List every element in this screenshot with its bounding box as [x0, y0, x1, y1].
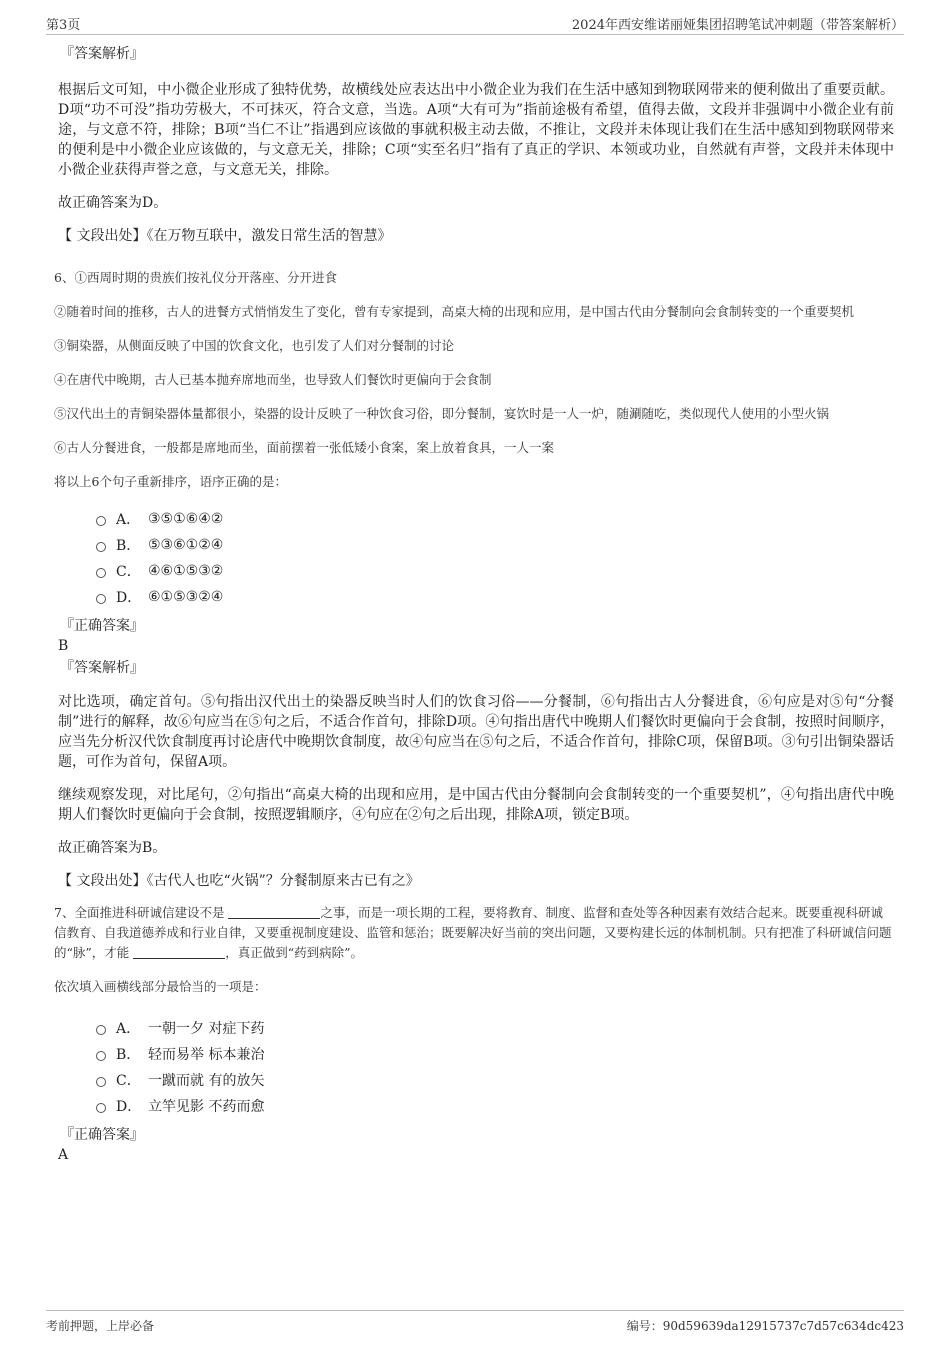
option-letter: B．: [116, 1047, 141, 1063]
option-a[interactable]: [96, 506, 894, 532]
source-line: 【 文段出处】《在万物互联中，激发日常生活的智慧》: [58, 228, 392, 244]
analysis-paragraph-1: 对比选项，确定首句。⑤句指出汉代出土的染器反映当时人们的饮食习俗——分餐制，⑥句指出古人分餐进食，⑥句应是对⑤句“分餐制”进行的解释，故⑥句应当在⑤句之后，不适合作首句，排除D项。④句指出唐代中晚期人们餐饮时更偏向于会食制，按照时间顺序，应当先分析汉代饮食制度再讨论唐代中晚期饮食制度，故④句应当在⑤句之后，不适合作首句，排除C项，保留B项。③句引出铜染器话题，可作为首句，保留A项。: [58, 694, 894, 770]
page-content: [54, 44, 894, 1167]
question-stem: [54, 903, 894, 963]
option-letter: D．: [116, 590, 142, 606]
question-7: [54, 903, 894, 1165]
page-number: 第3页: [46, 18, 81, 33]
sentence-6: ⑥古人分餐进食，一般都是席地而坐，面前摆着一张低矮小食案，案上放着食具，一人一案: [54, 440, 555, 455]
radio-icon[interactable]: [96, 1103, 106, 1113]
option-letter: C．: [116, 564, 141, 580]
option-list: [96, 506, 894, 610]
analysis-paragraph-2: 继续观察发现，对比尾句，②句指出“高桌大椅的出现和应用，是中国古代由分餐制向会食制转变的一个重要契机”，④句指出唐代中晚期人们餐饮时更偏向于会食制，按照逻辑顺序，④句应在②句之后出现，排除A项，锁定B项。: [58, 787, 894, 823]
option-text: 一蹴而就 有的放矢: [148, 1073, 265, 1089]
stem-part-3: ，真正做到“药到病除”。: [225, 945, 364, 960]
radio-icon[interactable]: [96, 1051, 106, 1061]
sentence-2: ②随着时间的推移，古人的进餐方式悄悄发生了变化，曾有专家提到，高桌大椅的出现和应用，是中国古代由分餐制向会食制转变的一个重要契机: [54, 304, 855, 319]
analysis-label: 『答案解析』: [60, 46, 144, 62]
radio-icon[interactable]: [96, 1077, 106, 1087]
option-text: ⑥①⑤③②④: [148, 589, 224, 605]
option-letter: C．: [116, 1073, 141, 1089]
sentence-3: ③铜染器，从侧面反映了中国的饮食文化，也引发了人们对分餐制的讨论: [54, 338, 455, 353]
stem-part-1: 7、全面推进科研诚信建设不是: [54, 905, 225, 920]
option-letter: A．: [116, 512, 141, 528]
option-text: 立竿见影 不药而愈: [148, 1099, 265, 1115]
question-6: [54, 268, 894, 891]
stem-part-2: 之事，而是一项长期的工程，要将教育、制度、监督和查处等各种因素有效结合起来。既要重视科研诚信教育、自我道德养成和行业自律，又要重视制度建设、监管和惩治；既要解决好当前的突出问题，又要构建长远的体制机制。只有把准了科研诚信问题的“脉”，才能: [54, 905, 892, 960]
radio-icon[interactable]: [96, 568, 106, 578]
option-letter: B．: [116, 538, 141, 554]
analysis-label: 『答案解析』: [60, 660, 144, 676]
analysis-paragraph: 根据后文可知，中小微企业形成了独特优势，故横线处应表达出中小微企业为我们在生活中感知到物联网带来的便利做出了重要贡献。D项“功不可没”指功劳极大，不可抹灭，符合文意，当选。A项“大有可为”指前途极有希望，值得去做，文段并非强调中小微企业有前途，与文意不符，排除；B项“当仁不让”指遇到应该做的事就积极主动去做，不推让，文段并未体现让我们在生活中感知到物联网带来的便利是中小微企业应该做的，与文意无关，排除；C项“实至名归”指有了真正的学识、本领或功业，自然就有声誉，文段并未体现中小微企业获得声誉之意，与文意无关，排除。: [58, 82, 894, 178]
option-c[interactable]: [96, 558, 894, 584]
radio-icon[interactable]: [96, 1025, 106, 1035]
option-d[interactable]: [96, 1093, 894, 1119]
option-text: 一朝一夕 对症下药: [148, 1021, 265, 1037]
option-letter: D．: [116, 1099, 142, 1115]
option-a[interactable]: [96, 1015, 894, 1041]
question-prompt: 将以上6个句子重新排序，语序正确的是：: [54, 474, 287, 489]
document-code: [627, 1317, 904, 1334]
option-text: ⑤③⑥①②④: [148, 537, 224, 553]
conclusion: 故正确答案为B。: [58, 840, 167, 856]
document-title: 2024年西安维诺丽娅集团招聘笔试冲刺题（带答案解析）: [571, 18, 904, 33]
correct-answer: B: [58, 638, 69, 654]
footer-slogan: 考前押题，上岸必备: [46, 1319, 155, 1333]
source-line: 【 文段出处】《古代人也吃“火锅”？分餐制原来古已有之》: [58, 873, 420, 889]
code-label: 编号：: [626, 1319, 663, 1333]
option-b[interactable]: [96, 1041, 894, 1067]
sentence-4: ④在唐代中晚期，古人已基本抛弃席地而坐，也导致人们餐饮时更偏向于会食制: [54, 372, 492, 387]
option-b[interactable]: [96, 532, 894, 558]
correct-answer: A: [58, 1147, 69, 1163]
page-header: [46, 14, 904, 35]
correct-answer-label: 『正确答案』: [60, 618, 144, 634]
option-letter: A．: [116, 1021, 141, 1037]
option-c[interactable]: [96, 1067, 894, 1093]
correct-answer-label: 『正确答案』: [60, 1127, 144, 1143]
question-prompt: 依次填入画横线部分最恰当的一项是：: [54, 979, 267, 994]
radio-icon[interactable]: [96, 594, 106, 604]
radio-icon[interactable]: [96, 542, 106, 552]
radio-icon[interactable]: [96, 516, 106, 526]
option-text: ③⑤①⑥④②: [148, 511, 224, 527]
conclusion: 故正确答案为D。: [58, 195, 168, 211]
code-value: 90d59639da12915737c7d57c634dc423: [662, 1319, 904, 1333]
question-stem: 6、①西周时期的贵族们按礼仪分开落座、分开进食: [54, 270, 337, 285]
sentence-5: ⑤汉代出土的青铜染器体量都很小，染器的设计反映了一种饮食习俗，即分餐制，宴饮时是一人一炉，随涮随吃，类似现代人使用的小型火锅: [54, 406, 830, 421]
blank-1: [228, 904, 320, 919]
option-text: ④⑥①⑤③②: [148, 563, 224, 579]
blank-2: [133, 944, 225, 959]
page-footer: [46, 1310, 904, 1335]
option-text: 轻而易举 标本兼治: [148, 1047, 265, 1063]
option-d[interactable]: [96, 584, 894, 610]
option-list: [96, 1015, 894, 1119]
